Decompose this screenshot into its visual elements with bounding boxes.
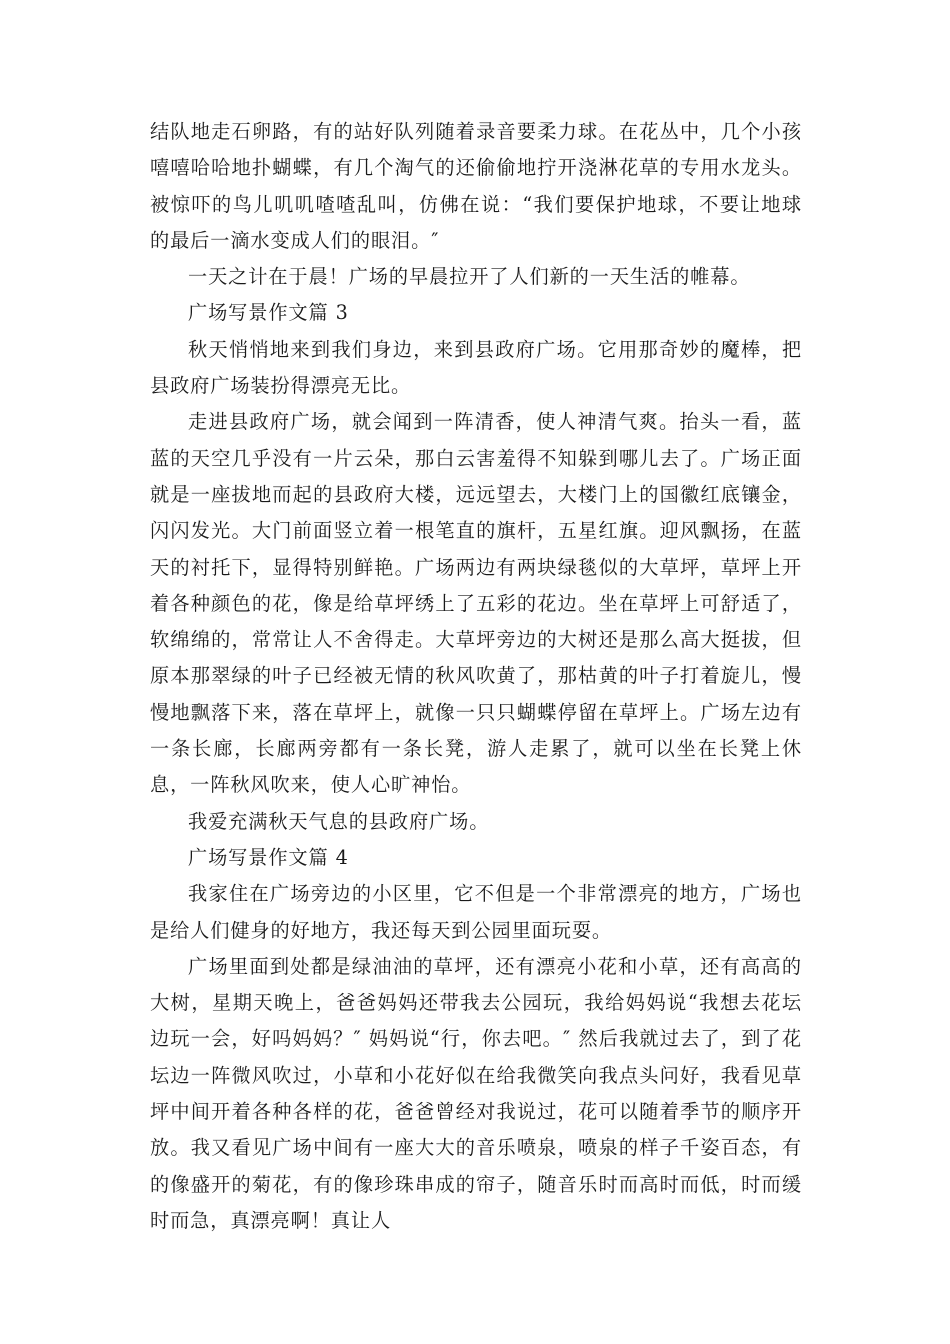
paragraph-home-intro: 我家住在广场旁边的小区里，它不但是一个非常漂亮的地方，广场也是给人们健身的好地方，我还每天到公园里面玩耍。 [150, 882, 802, 942]
document-page [150, 114, 802, 1239]
paragraph-autumn-conclusion: 我爱充满秋天气息的县政府广场。 [188, 809, 490, 833]
paragraph-autumn-description: 走进县政府广场，就会闻到一阵清香，使人神清气爽。抬头一看，蓝蓝的天空几乎没有一片云朵，那白云害羞得不知躲到哪儿去了。广场正面就是一座拔地而起的县政府大楼，远远望去，大楼门上的国徽红底镶金，闪闪发光。大门前面竖立着一根笔直的旗杆，五星红旗。迎风飘扬，在蓝天的衬托下，显得特别鲜艳。广场两边有两块绿毯似的大草坪，草坪上开着各种颜色的花，像是给草坪绣上了五彩的花边。坐在草坪上可舒适了，软绵绵的，常常让人不舍得走。大草坪旁边的大树还是那么高大挺拔，但原本那翠绿的叶子已经被无情的秋风吹黄了，那枯黄的叶子打着旋儿，慢慢地飘落下来，落在草坪上，就像一只只蝴蝶停留在草坪上。广场左边有一条长廊，长廊两旁都有一条长凳，游人走累了，就可以坐在长凳上休息，一阵秋风吹来，使人心旷神怡。 [150, 410, 802, 797]
paragraph-continuation: 结队地走石卵路，有的站好队列随着录音要柔力球。在花丛中，几个小孩嘻嘻哈哈地扑蝴蝶，有几个淘气的还偷偷地拧开浇淋花草的专用水龙头。被惊吓的鸟儿叽叽喳喳乱叫，仿佛在说：“我们要保护地球，不要让地球的最后一滴水变成人们的眼泪。″ [150, 120, 802, 252]
paragraph-park-description: 广场里面到处都是绿油油的草坪，还有漂亮小花和小草，还有高高的大树，星期天晚上，爸爸妈妈还带我去公园玩，我给妈妈说“我想去花坛边玩一会，好吗妈妈？″ 妈妈说“行，你去吧。″ 然后我就过去了，到了花坛边一阵微风吹过，小草和小花好似在给我微笑向我点头问好，我看见草坪中间开着各种各样的花，爸爸曾经对我说过，花可以随着季节的顺序开放。我又看见广场中间有一座大大的音乐喷泉，喷泉的样子千姿百态，有的像盛开的菊花，有的像珍珠串成的帘子，随音乐时而高时而低，时而缓时而急，真漂亮啊！真让人 [150, 954, 802, 1232]
section-heading-4: 广场写景作文篇 4 [188, 845, 349, 869]
section-heading-3: 广场写景作文篇 3 [188, 301, 349, 325]
paragraph-autumn-intro: 秋天悄悄地来到我们身边，来到县政府广场。它用那奇妙的魔棒，把县政府广场装扮得漂亮无比。 [150, 337, 802, 398]
paragraph-morning: 一天之计在于晨！广场的早晨拉开了人们新的一天生活的帷幕。 [188, 265, 751, 289]
